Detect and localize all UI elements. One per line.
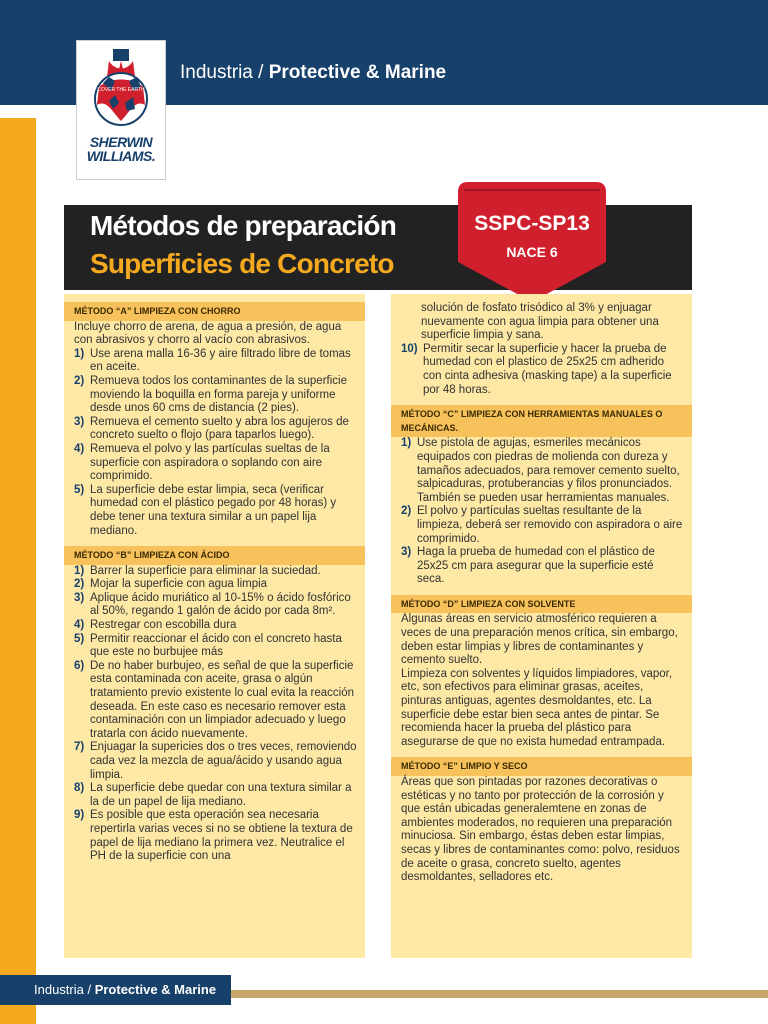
globe-paint-can-icon: [89, 47, 153, 135]
list-item: [74, 592, 357, 619]
item-number: 2): [74, 578, 85, 591]
item-number: 6): [74, 659, 85, 672]
list-item: [74, 741, 357, 782]
section-d-paragraph-1: Algunas áreas en servicio atmosférico requieren a veces de una preparación menos crítica, sin embargo, deben estar limpias y libres de contaminantes y cemento suelto.: [401, 613, 678, 667]
list-item: [74, 578, 357, 592]
footer-strong: Protective & Marine: [94, 982, 217, 997]
svg-text:COVER THE EARTH: COVER THE EARTH: [97, 87, 145, 93]
section-d-heading: MÉTODO “D” LIMPIEZA CON SOLVENTE: [391, 595, 692, 614]
footer-rule: [231, 990, 768, 998]
list-item: [74, 348, 357, 375]
item-text: Es posible que esta operación sea necesaria repertirla varias veces si no se obtiene la textura de papel de lija mediano la primera vez. Neutralice el PH de la superficie con una: [90, 809, 353, 863]
list-item: [74, 633, 357, 660]
section-a-list: [74, 348, 357, 538]
list-item: [401, 505, 684, 546]
list-item: [74, 782, 357, 809]
item-number: 2): [401, 505, 412, 518]
item-text: Aplique ácido muriático al 10-15% o ácido fosfórico al 50%, regando 1 galón de ácido por cada 8m².: [90, 591, 351, 618]
left-accent-strip: [0, 118, 36, 1024]
item-text: Enjuagar la supericies dos o tres veces, removiendo cada vez la mezcla de agua/ácido y usando agua limpia.: [90, 741, 357, 781]
list-item: [401, 546, 684, 587]
header-prefix: Industria /: [180, 62, 269, 83]
item-text: La superficie debe quedar con una textura similar a la de un papel de lija mediano.: [90, 782, 352, 808]
continued-text: solución de fosfato trisódico al 3% y enjuagar nuevamente con agua limpia para obtener una superficie limpia y sana.: [421, 302, 659, 342]
section-b-list: [74, 565, 357, 864]
section-a-intro: Incluye chorro de arena, de agua a presión, de agua con abrasivos y chorro al vacío con abrasivos.: [74, 320, 342, 347]
item-text: Barrer la superficie para eliminar la suciedad.: [90, 564, 321, 577]
item-text: De no haber burbujeo, es señal de que la superficie esta contaminada con aceite, grasa o algún tratamiento previo existente lo cual evita la reacción deseada. En este caso es necesario remover esta contaminación con un limpiador adecuado y luego tratarla con ácido nuevamente.: [90, 659, 355, 740]
item-number: 4): [74, 442, 85, 455]
list-item: [74, 660, 357, 742]
header-strong: Protective & Marine: [268, 62, 447, 83]
item-number: 7): [74, 741, 85, 754]
sspc-ribbon-badge: [458, 182, 606, 302]
item-number: 5): [74, 483, 85, 496]
item-text: Restregar con escobilla dura: [90, 619, 237, 632]
item-text: El polvo y partículas sueltas resultante de la limpieza, deberá ser removido con aspiradora o aire comprimido.: [417, 505, 683, 545]
page-subtitle: Superficies de Concreto: [90, 248, 394, 279]
item-number: 5): [74, 632, 85, 645]
item-number: 2): [74, 374, 85, 387]
header-title: [180, 62, 446, 84]
item-text: Remueva el polvo y las partículas sueltas de la superficie con aspiradora o soplando con aire comprimido.: [90, 442, 330, 483]
item-text: Use pistola de agujas, esmeriles mecánicos equipados con piedras de molienda con dureza y tamaños adecuados, para remover cemento suelto, salpicaduras, protuberancias y filos pronunciados. También se pueden usar herramientas manuales.: [417, 437, 680, 504]
item-text: Remueva el cemento suelto y abra los agujeros de concreto suelto o flojo (para taparlos luego).: [90, 415, 349, 442]
section-e-heading: MÉTODO “E” LIMPIO Y SECO: [391, 757, 692, 776]
item-number: 4): [74, 619, 85, 632]
item-text: Permitir secar la superficie y hacer la prueba de humedad con el plastico de 25x25 cm adherido con cinta adhesiva (masking tape) a la superficie por 48 horas.: [423, 342, 672, 396]
item-number: 1): [401, 437, 412, 450]
item-number: 3): [74, 591, 85, 604]
ribbon-sub: NACE 6: [506, 244, 558, 260]
item-number: 3): [401, 546, 412, 559]
section-e-paragraph: Áreas que son pintadas por razones decorativas o estéticas y no tanto por protección de la corrosión y que están ubicadas generalemtene en zonas de ambientes moderados, no requieren una preparación minuciosa. Sin embargo, éstas deben estar limpias, secas y libres de contaminantes como: polvo, residuos de aceite o grasa, concreto suelto, agentes desmoldantes, selladores etc.: [401, 776, 680, 884]
spacer: [401, 587, 684, 595]
list-item: [74, 809, 357, 863]
section-b-heading: MÉTODO “B” LIMPIEZA CON ÁCIDO: [64, 546, 365, 565]
list-item: [74, 484, 357, 538]
item-number: 9): [74, 809, 85, 822]
list-item: [74, 443, 357, 484]
sherwin-williams-logo: [76, 40, 166, 180]
item-text: Use arena malla 16-36 y aire filtrado libre de tomas en aceite.: [90, 347, 351, 374]
footer-title: [34, 982, 216, 997]
item-text: La superficie debe estar limpia, seca (verificar humedad con el plástico pegado por 48 horas) y debe tener una textura similar a un papel lija mediano.: [90, 483, 337, 537]
ribbon-code: SSPC-SP13: [474, 212, 590, 235]
item-number: 10): [401, 342, 418, 355]
list-item: [74, 619, 357, 633]
logo-line2: WILLIAMS.: [86, 148, 156, 164]
footer-prefix: Industria /: [34, 982, 95, 997]
item-number: 3): [74, 415, 85, 428]
item-number: 1): [74, 347, 85, 360]
section-c-heading: MÉTODO “C” LIMPIEZA CON HERRAMIENTAS MANUALES O MECÁNICAS.: [391, 405, 692, 437]
item-text: Remueva todos los contaminantes de la superficie moviendo la boquilla en forma pareja y uniforme desde unos 60 cms de distancia (2 pies).: [90, 374, 347, 415]
list-item: [401, 437, 684, 505]
list-item: [74, 375, 357, 416]
item-number: 1): [74, 564, 85, 577]
logo-line1: SHERWIN: [89, 134, 153, 150]
spacer: [401, 397, 684, 405]
section-a-heading: MÉTODO “A” LIMPIEZA CON CHORRO: [64, 302, 365, 321]
list-item: [401, 343, 684, 397]
item-number: 8): [74, 782, 85, 795]
list-item: [74, 565, 357, 579]
spacer: [401, 749, 684, 757]
list-item: [74, 416, 357, 443]
page-title: Métodos de preparación: [90, 210, 397, 241]
section-c-list: [401, 437, 684, 587]
item-text: Haga la prueba de humedad con el plástico de 25x25 cm para asegurar que la superficie esté seca.: [417, 546, 655, 586]
item-text: Mojar la superficie con agua limpia: [90, 578, 268, 591]
left-column: [64, 294, 365, 958]
spacer: [74, 538, 357, 546]
section-d-paragraph-2: Limpieza con solventes y líquidos limpiadores, vapor, etc, son efectivos para eliminar grasas, aceites, pinturas antiguas, agentes desmoldantes, etc. La superficie debe estar bien seca antes de pintar. Se recomienda hacer la prueba del plástico para asegurarse de que no exista humedad entrampada.: [401, 667, 673, 748]
right-column: [391, 294, 692, 958]
item-text: Permitir reaccionar el ácido con el concreto hasta que este no burbujee más: [90, 632, 342, 659]
